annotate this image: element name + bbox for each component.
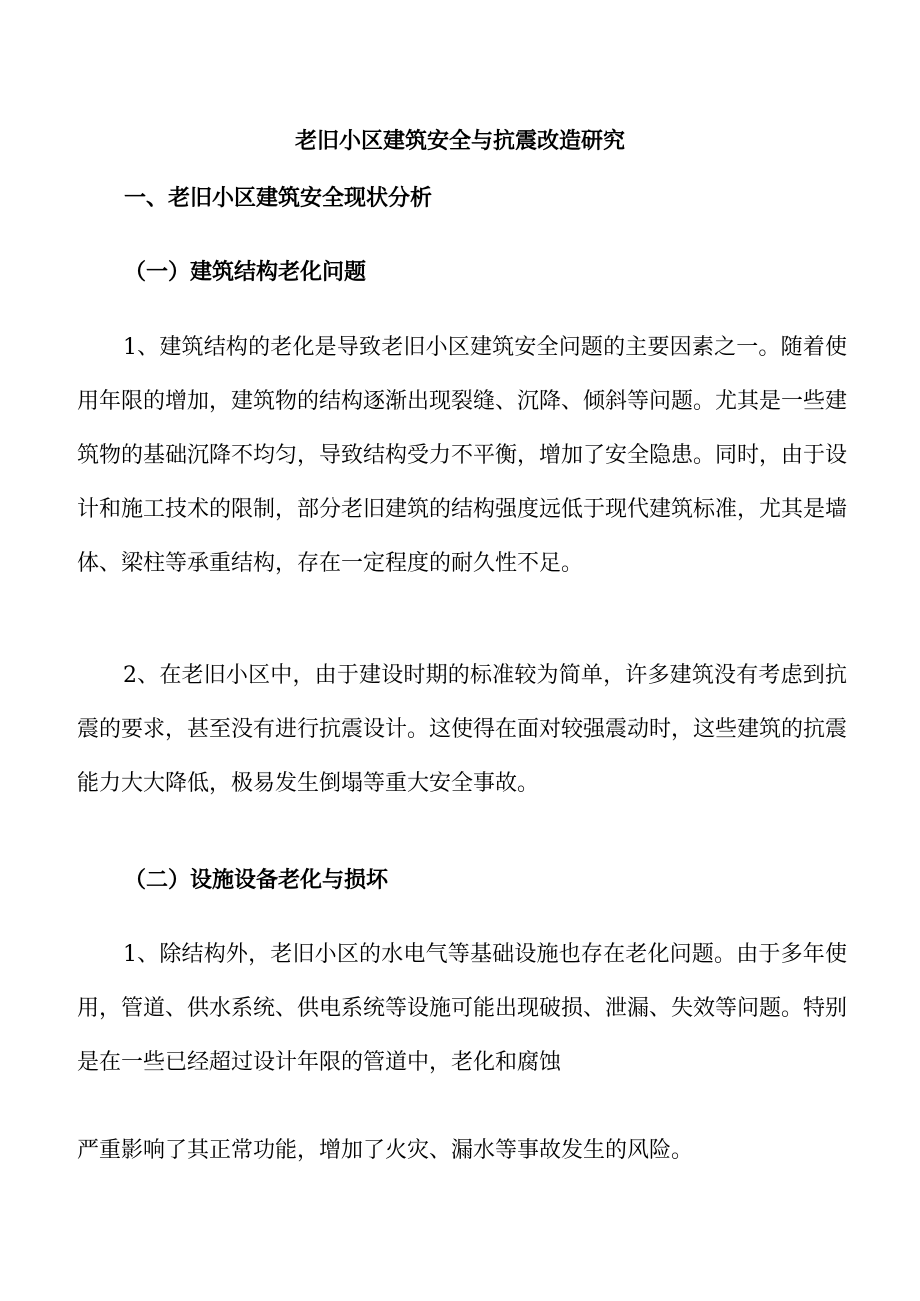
paragraph-facility-aging: 1、除结构外，老旧小区的水电气等基础设施也存在老化问题。由于多年使用，管道、供水系统、供电系统等设施可能出现破损、泄漏、失效等问题。特别是在一些已经超过设计年限的管道中，老化和腐蚀 xyxy=(77,942,848,1075)
paragraph-facility-aging-continued: 严重影响了其正常功能，增加了火灾、漏水等事故发生的风险。 xyxy=(77,1138,694,1163)
paragraph-seismic-design: 2、在老旧小区中，由于建设时期的标准较为简单，许多建筑没有考虑到抗震的要求，甚至没有进行抗震设计。这使得在面对较强震动时，这些建筑的抗震能力大大降低，极易发生倒塌等重大安全事故。 xyxy=(77,663,848,796)
subsection-heading-2: （二）设施设备老化与损坏 xyxy=(124,867,389,893)
section-heading-1: 一、老旧小区建筑安全现状分析 xyxy=(124,185,433,211)
document-title: 老旧小区建筑安全与抗震改造研究 xyxy=(294,128,625,154)
paragraph-structure-aging: 1、建筑结构的老化是导致老旧小区建筑安全问题的主要因素之一。随着使用年限的增加，建筑物的结构逐渐出现裂缝、沉降、倾斜等问题。尤其是一些建筑物的基础沉降不均匀，导致结构受力不平衡，增加了安全隐患。同时，由于设计和施工技术的限制，部分老旧建筑的结构强度远低于现代建筑标准，尤其是墙体、梁柱等承重结构，存在一定程度的耐久性不足。 xyxy=(77,335,848,576)
subsection-heading-1: （一）建筑结构老化问题 xyxy=(124,259,367,285)
